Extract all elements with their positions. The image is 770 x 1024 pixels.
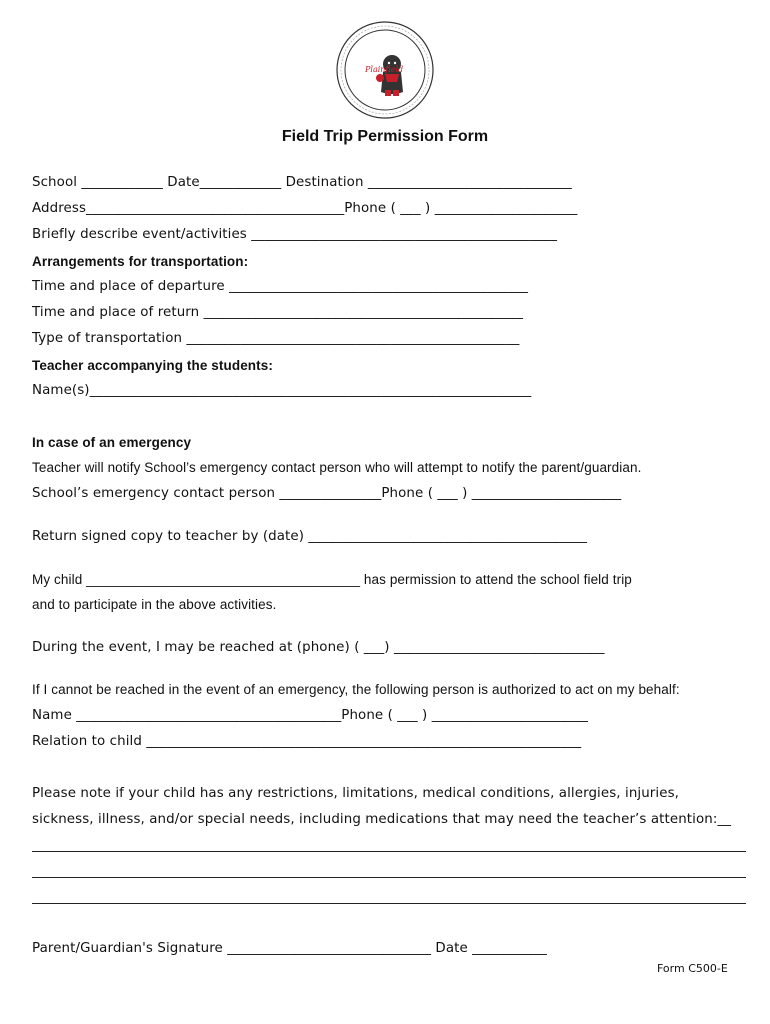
- special-needs-note-2[interactable]: sickness, illness, and/or special needs, including medications that may need the teacher’s attention:__: [32, 812, 732, 827]
- special-needs-line-1[interactable]: [32, 851, 746, 852]
- emergency-heading: In case of an emergency: [32, 435, 192, 450]
- emergency-contact-row[interactable]: School’s emergency contact person _______________Phone ( ___ ) ______________________: [32, 486, 622, 501]
- special-needs-note-1: Please note if your child has any restrictions, limitations, medical conditions, allergies, injuries,: [32, 786, 680, 801]
- signature-row[interactable]: Parent/Guardian's Signature ______________________________ Date ___________: [32, 941, 547, 956]
- return-row[interactable]: Time and place of return _______________________________________________: [32, 305, 524, 320]
- departure-row[interactable]: Time and place of departure ____________________________________________: [32, 279, 529, 294]
- logo-center-text: Plainfield: [365, 65, 404, 74]
- reached-phone-row[interactable]: During the event, I may be reached at (phone) ( ___) _______________________________: [32, 640, 605, 655]
- emergency-note: Teacher will notify School’s emergency contact person who will attempt to notify the parent/guardian.: [32, 460, 642, 475]
- teacher-names-row[interactable]: Name(s)_________________________________________________________________: [32, 383, 532, 398]
- teacher-heading: Teacher accompanying the students:: [32, 358, 273, 373]
- special-needs-line-3[interactable]: [32, 903, 746, 904]
- authorized-text: If I cannot be reached in the event of an emergency, the following person is authorized to act on my behalf:: [32, 682, 680, 697]
- return-copy-row[interactable]: Return signed copy to teacher by (date) _________________________________________: [32, 529, 588, 544]
- form-number: Form C500-E: [657, 962, 728, 975]
- school-date-destination-row[interactable]: School ____________ Date____________ Destination ______________________________: [32, 175, 572, 190]
- address-phone-row[interactable]: Address______________________________________Phone ( ___ ) _____________________: [32, 201, 578, 216]
- authorized-name-row[interactable]: Name _______________________________________Phone ( ___ ) _______________________: [32, 708, 589, 723]
- describe-event-row[interactable]: Briefly describe event/activities _____________________________________________: [32, 227, 558, 242]
- my-child-row[interactable]: My child ____________________________________ has permission to attend the school field trip: [32, 572, 632, 587]
- special-needs-line-2[interactable]: [32, 877, 746, 878]
- transportation-heading: Arrangements for transportation:: [32, 254, 249, 269]
- relation-row[interactable]: Relation to child ________________________________________________________________: [32, 734, 582, 749]
- page-title: Field Trip Permission Form: [281, 128, 489, 145]
- transport-type-row[interactable]: Type of transportation _________________________________________________: [32, 331, 520, 346]
- school-mascot-seal-icon: [335, 20, 435, 120]
- participate-text: and to participate in the above activities.: [32, 597, 277, 612]
